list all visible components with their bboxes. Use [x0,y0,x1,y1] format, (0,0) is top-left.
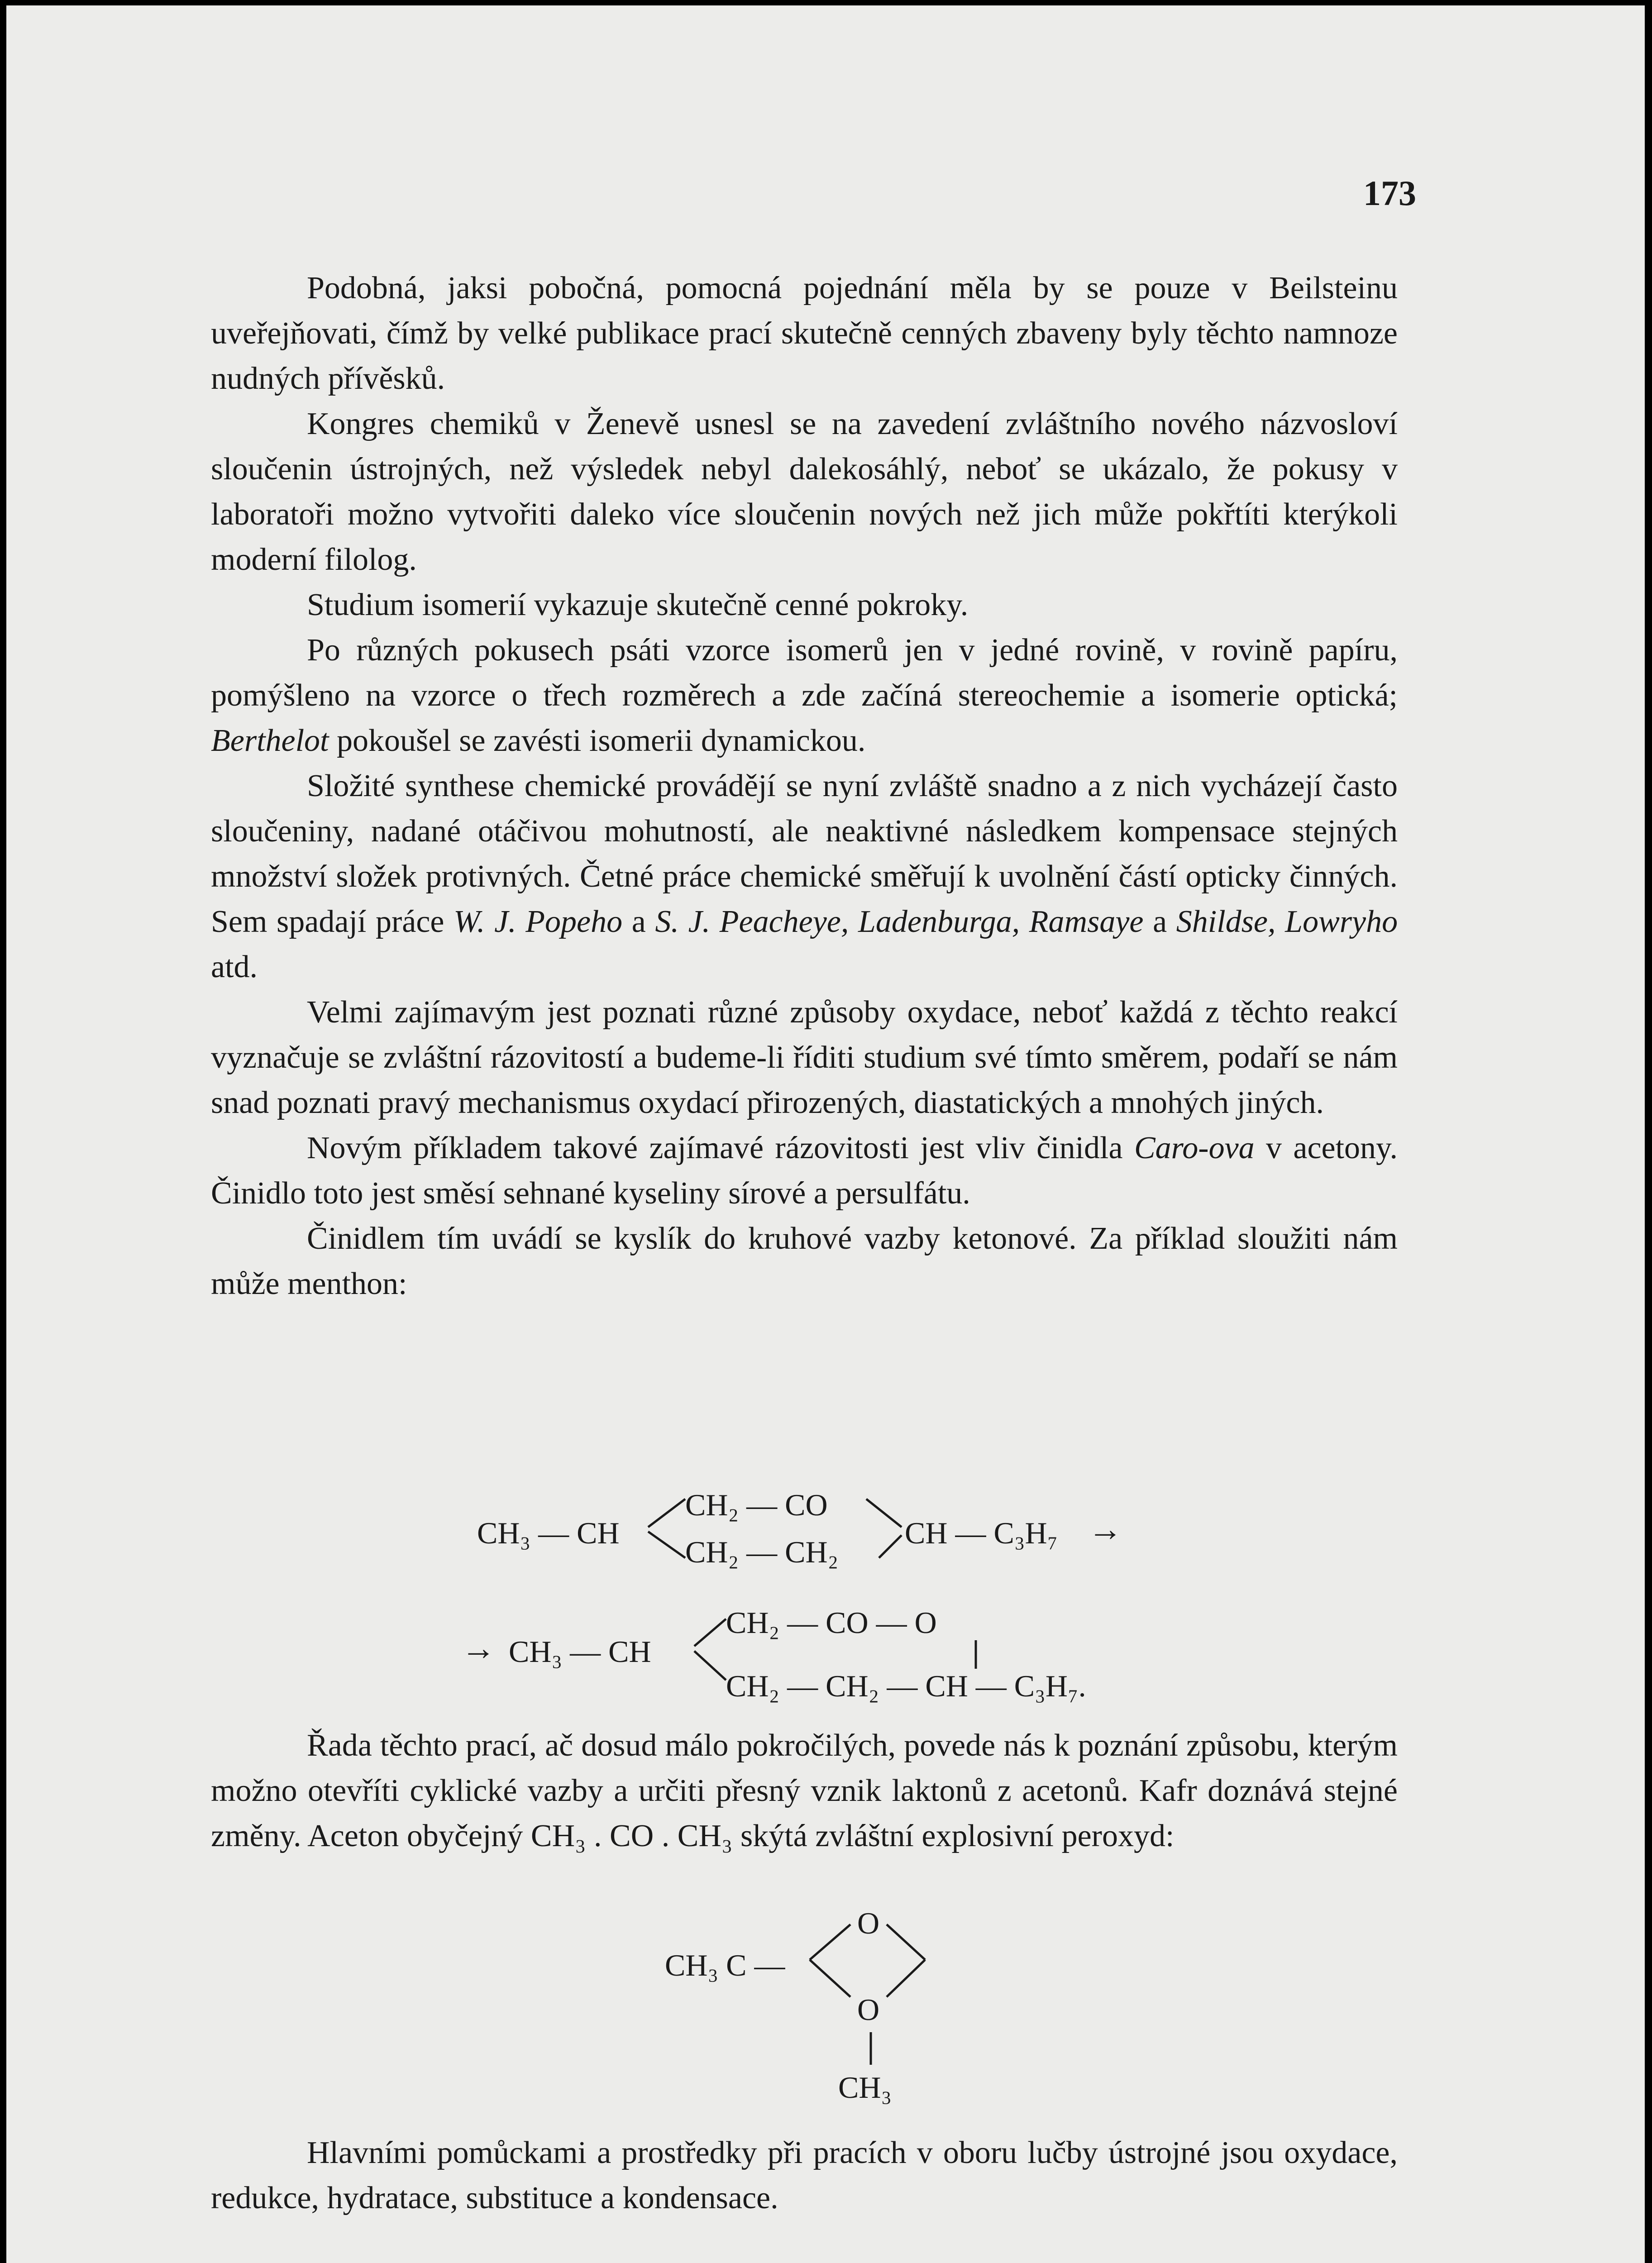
f2-branch-up [694,1619,726,1646]
paragraph-6: Velmi zajímavým jest poznati různé způsoby oxydace, neboť každá z těchto reakcí vyznačuje se zvláštní rázovitostí a budeme-li říditi studium své tímto směrem, podaří se nám snad poznati pravý mechanismus oxydací přirozených, diastatických a mnohých jiných. [211,995,1398,1120]
page [6,5,1645,2263]
formula1-right: CH — C₃H₇ [905,1516,1058,1550]
f3-ring-upper-right [887,1924,925,1960]
author-lowryho: Lowryho [1285,904,1398,939]
p9-text-a: Řada těchto prací, ač dosud málo pokročilých, povede nás k poznání způsobu, kterým možno otevříti cyklické vazby a určiti přesný vznik laktonů z acetonů. Kafr doznává stejné změny. Aceton obyčejný [211,1728,1398,1853]
formula2-bottom: CH₂ — CH₂ — CH — C₃H₇. [726,1669,1086,1703]
formula1-bottom: CH₂ — CH₂ [685,1535,839,1569]
formula3-o-bottom: O [857,1992,880,2027]
formula3-o-top: O [857,1906,880,1940]
formula2-left: CH₃ — CH [509,1634,651,1669]
p5-text-a: Složité synthese chemické provádějí se nyní zvláště snadno a z nich vycházejí často sloučeniny, nadané otáčivou mohutností, ale neaktivné následkem kompensace stejných množství složek protivných. Četné práce chemické směřují k uvolnění částí opticky činných. Sem spadají práce [211,769,1398,939]
formula2-arrow: → [461,1629,496,1667]
f3-ring-lower-left [810,1960,850,1997]
bond-lines [6,5,1645,2263]
author-peacheye: S. J. Peacheye, [655,904,849,939]
f3-ring-lower-right [887,1960,925,1997]
formula3-left: CH₃ C — [665,1948,785,1982]
p5-and-1: a [631,904,646,939]
formula1-arrow: → [1088,1510,1122,1548]
paragraph-1: Podobná, jaksi pobočná, pomocná pojednání měla by se pouze v Beilsteinu uveřejňovati, čímž by velké publikace prací skutečně cenných zbaveny byly těchto namnoze nudných přívěsků. [211,271,1398,396]
f2-branch-down [694,1651,726,1680]
formula3-ch3: CH₃ [838,2070,892,2105]
formula1-left: CH₃ — CH [477,1516,620,1550]
f1-branch-up [648,1499,685,1527]
author-shildse: Shildse, [1176,904,1276,939]
p5-and-2: a [1153,904,1167,939]
author-popeho: W. J. Popeho [454,904,623,939]
paragraph-10: Hlavními pomůckami a prostředky při pracích v oboru lučby ústrojné jsou oxydace, redukce, hydratace, substituce a kondensace. [211,2135,1398,2215]
f1-branch-down [648,1532,685,1558]
p9-text-b: skýtá zvláštní explosivní peroxyd: [740,1819,1175,1853]
f1-join-up [866,1499,902,1527]
f1-join-down [879,1535,902,1558]
p5-end: atd. [211,950,258,984]
formula2-top: CH₂ — CO — O [726,1605,937,1640]
paragraph-2: Kongres chemiků v Ženevě usnesl se na zavedení zvláštního nového názvosloví sloučenin ústrojných, než výsledek nebyl dalekosáhlý, neboť se ukázalo, že pokusy v laboratoři možno vytvořiti daleko více sloučenin nových než jich může pokřtíti kterýkoli moderní filolog. [211,406,1398,577]
p7-text-a: Novým příkladem takové zajímavé rázovitosti jest vliv činidla [307,1131,1123,1165]
paragraph-3: Studium isomerií vykazuje skutečně cenné pokroky. [307,587,969,622]
p4-text-a: Po různých pokusech psáti vzorce isomerů jen v jedné rovině, v rovině papíru, pomýšleno na vzorce o třech rozměrech a zde začíná stereochemie a isomerie optická; [211,633,1398,713]
p7-text-b: v acetony. Činidlo toto jest směsí sehnané kyseliny sírové a persulfátu. [211,1131,1398,1211]
author-berthelot: Berthelot [211,723,329,758]
f3-ring-upper-left [810,1924,850,1960]
body-text-3 [211,2130,1398,2221]
formula1-top: CH₂ — CO [685,1488,828,1522]
page-number: 173 [1363,173,1416,213]
author-ramsaye: Ramsaye [1029,904,1144,939]
p4-text-b: pokoušel se zavésti isomerii dynamickou. [336,723,866,758]
author-caro: Caro-ova [1134,1131,1255,1165]
p9-formula: CH₃ . CO . CH₃ [530,1819,733,1853]
paragraph-8: Činidlem tím uvádí se kyslík do kruhové vazby ketonové. Za příklad sloužiti nám může menthon: [211,1221,1398,1301]
author-ladenburga: Ladenburga, [858,904,1020,939]
